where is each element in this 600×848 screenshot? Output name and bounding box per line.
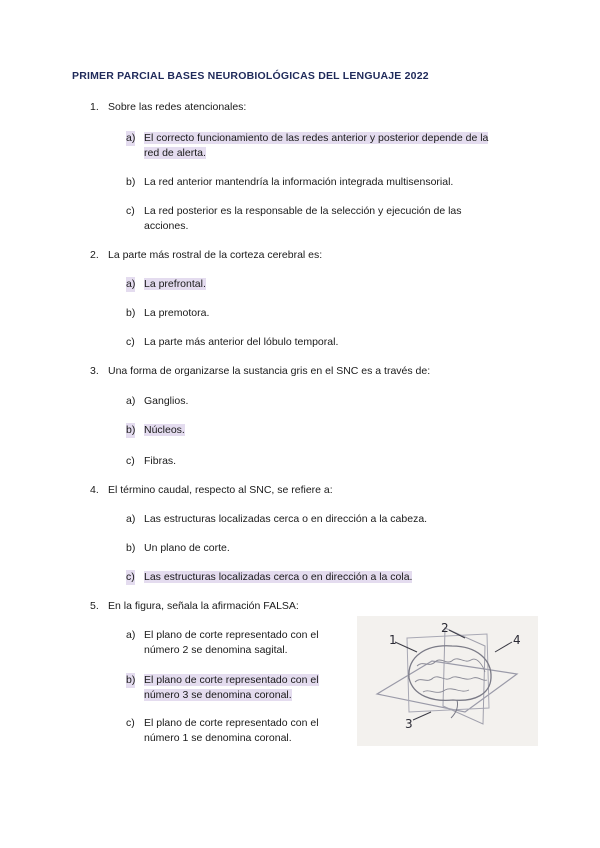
- option-letter: b): [126, 424, 136, 436]
- option-text-line: El plano de corte representado con el: [144, 629, 319, 641]
- pointer-line-1: [395, 642, 417, 652]
- option-text-line: La red anterior mantendría la información integrada multisensorial.: [144, 176, 454, 188]
- brain-outline: [409, 646, 491, 701]
- option-text-line: Fibras.: [144, 455, 177, 467]
- option-text-line: Núcleos.: [144, 424, 185, 436]
- brain-gyri: [417, 659, 485, 672]
- option-letter: c): [126, 336, 135, 348]
- question-number: 4.: [90, 484, 99, 496]
- figure-label-1: 1: [389, 633, 397, 647]
- option-letter: b): [126, 674, 136, 686]
- brain-gyri: [415, 677, 487, 682]
- option-text-line: número 2 se denomina sagital.: [144, 644, 288, 656]
- pointer-line-3: [413, 712, 431, 720]
- option-letter: b): [126, 176, 136, 188]
- question-text: Una forma de organizarse la sustancia gris en el SNC es a través de:: [108, 365, 431, 377]
- option-text-line: La premotora.: [144, 307, 210, 319]
- option-letter: c): [126, 571, 135, 583]
- option-letter: c): [126, 205, 135, 217]
- question-text: La parte más rostral de la corteza cerebral es:: [108, 249, 323, 261]
- question-number: 2.: [90, 249, 99, 261]
- figure-label-3: 3: [405, 717, 413, 731]
- option-text-line: Las estructuras localizadas cerca o en dirección a la cola.: [144, 571, 413, 583]
- option-text-line: El correcto funcionamiento de las redes anterior y posterior depende de la: [144, 132, 489, 144]
- figure-label-2: 2: [441, 621, 449, 635]
- option-text-line: El plano de corte representado con el: [144, 674, 319, 686]
- option-letter: b): [126, 542, 136, 554]
- option-letter: c): [126, 455, 135, 467]
- option-text-line: La parte más anterior del lóbulo temporal.: [144, 336, 339, 348]
- brain-gyri: [423, 689, 469, 692]
- question-text: En la figura, señala la afirmación FALSA:: [108, 600, 299, 612]
- option-letter: b): [126, 307, 136, 319]
- option-text-line: La red posterior es la responsable de la selección y ejecución de las: [144, 205, 462, 217]
- option-letter: a): [126, 395, 136, 407]
- figure-label-4: 4: [513, 633, 521, 647]
- pointer-line-2: [449, 630, 465, 638]
- option-letter: a): [126, 132, 136, 144]
- brain-planes-figure: [357, 616, 538, 746]
- option-text-line: La prefrontal.: [144, 278, 206, 290]
- question-text: El término caudal, respecto al SNC, se refiere a:: [108, 484, 333, 496]
- option-text-line: Un plano de corte.: [144, 542, 230, 554]
- document-title: PRIMER PARCIAL BASES NEUROBIOLÓGICAS DEL LENGUAJE 2022: [72, 70, 429, 82]
- question-number: 3.: [90, 365, 99, 377]
- option-text-line: El plano de corte representado con el: [144, 717, 319, 729]
- option-letter: a): [126, 278, 136, 290]
- option-text-line: Las estructuras localizadas cerca o en dirección a la cabeza.: [144, 513, 428, 525]
- option-text-line: red de alerta.: [144, 147, 206, 159]
- question-number: 1.: [90, 101, 99, 113]
- option-text-line: acciones.: [144, 220, 189, 232]
- horizontal-plane: [377, 661, 517, 712]
- question-text: Sobre las redes atencionales:: [108, 101, 247, 113]
- question-number: 5.: [90, 600, 99, 612]
- option-text-line: número 3 se denomina coronal.: [144, 689, 292, 701]
- pointer-line-4: [495, 642, 512, 652]
- brain-sketch: [357, 616, 538, 746]
- option-letter: a): [126, 629, 136, 641]
- option-letter: a): [126, 513, 136, 525]
- option-letter: c): [126, 717, 135, 729]
- option-text-line: número 1 se denomina coronal.: [144, 732, 292, 744]
- option-text-line: Ganglios.: [144, 395, 189, 407]
